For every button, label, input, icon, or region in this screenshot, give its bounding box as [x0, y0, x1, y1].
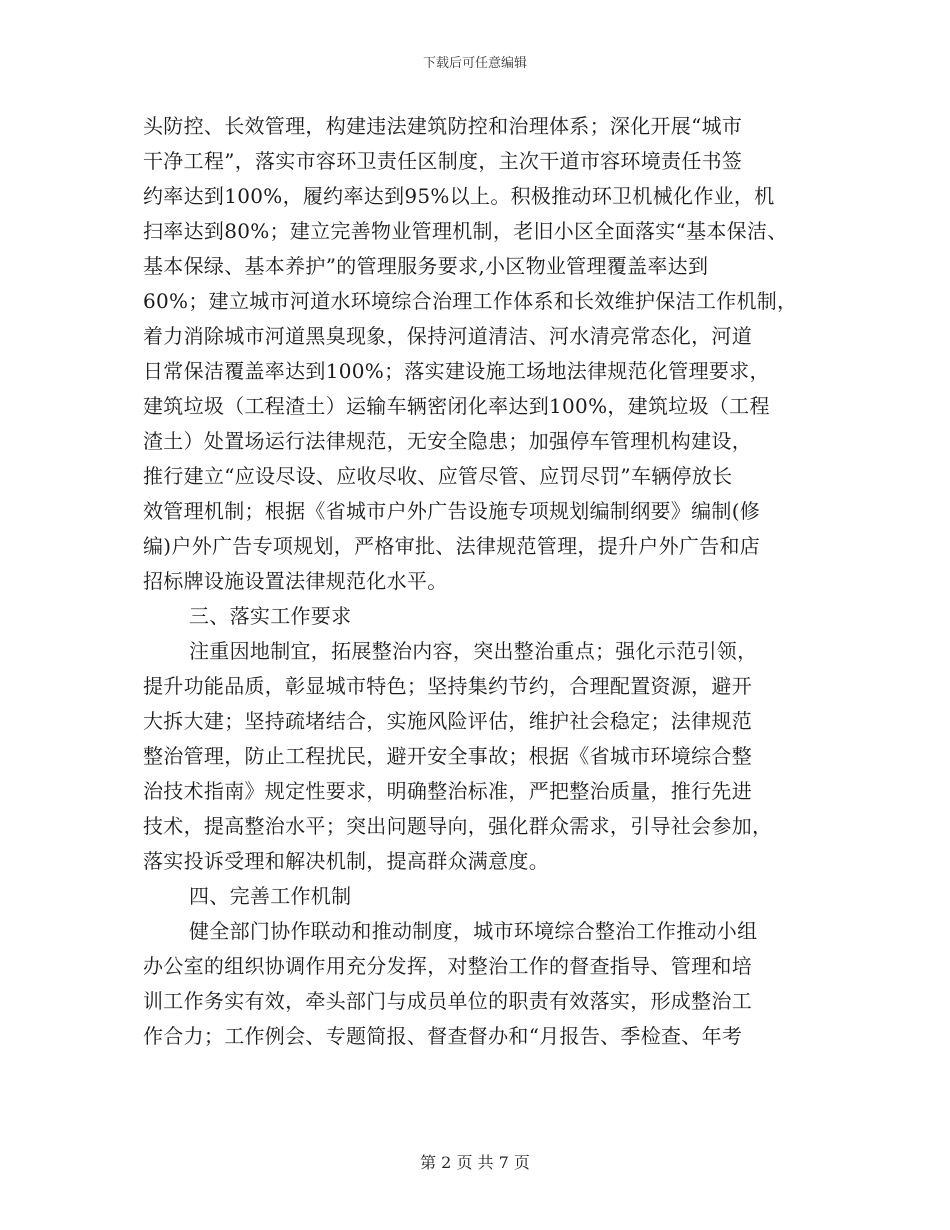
text-line: 渣土）处置场运行法律规范，无安全隐患；加强停车管理机构建设，: [143, 429, 752, 453]
text-line: 整治管理，防止工程扰民，避开安全事故；根据《省城市环境综合整: [143, 744, 752, 768]
text-line: 扫率达到80%；建立完善物业管理机制，老旧小区全面落实“基本保洁、: [143, 219, 788, 243]
text-line: 提升功能品质，彰显城市特色；坚持集约节约，合理配置资源，避开: [143, 674, 752, 698]
text-line: 注重因地制宜，拓展整治内容，突出整治重点；强化示范引领，: [189, 639, 758, 663]
text-line: 落实投诉受理和解决机制，提高群众满意度。: [143, 849, 549, 873]
text-line: 大拆大建；坚持疏堵结合，实施风险评估，维护社会稳定；法律规范: [143, 709, 752, 733]
text-line: 编)户外广告专项规划，严格审批、法律规范管理，提升户外广告和店: [143, 534, 761, 558]
text-line: 约率达到100%，履约率达到95%以上。积极推动环卫机械化作业，机: [143, 184, 775, 208]
text-line: 健全部门协作联动和推动制度，城市环境综合整治工作推动小组: [189, 919, 758, 943]
text-line: 办公室的组织协调作用充分发挥，对整治工作的督查指导、管理和培: [143, 954, 752, 978]
text-line: 推行建立“应设尽设、应收尽收、应管尽管、应罚尽罚”车辆停放长: [143, 464, 733, 488]
text-line: 60%；建立城市河道水环境综合治理工作体系和长效维护保洁工作机制，: [143, 289, 798, 313]
text-line: 技术，提高整治水平；突出问题导向，强化群众需求，引导社会参加，: [143, 814, 773, 838]
page-header: 下载后可任意编辑: [422, 56, 527, 71]
text-line: 效管理机制；根据《省城市户外广告设施专项规划编制纲要》编制(修: [143, 499, 761, 523]
text-line: 基本保绿、基本养护”的管理服务要求,小区物业管理覆盖率达到: [143, 254, 709, 278]
text-line: 头防控、长效管理，构建违法建筑防控和治理体系；深化开展“城市: [143, 114, 743, 138]
section-heading: 四、完善工作机制: [189, 884, 352, 908]
text-line: 训工作务实有效，牵头部门与成员单位的职责有效落实，形成整治工: [143, 989, 752, 1013]
text-line: 着力消除城市河道黑臭现象，保持河道清洁、河水清亮常态化，河道: [143, 324, 752, 348]
text-line: 日常保洁覆盖率达到100%；落实建设施工场地法律规范化管理要求，: [143, 359, 770, 383]
text-line: 作合力；工作例会、专题简报、督查督办和“月报告、季检查、年考: [143, 1024, 743, 1048]
text-line: 招标牌设施设置法律规范化水平。: [143, 569, 448, 593]
text-line: 治技术指南》规定性要求，明确整治标准，严把整治质量，推行先进: [143, 779, 752, 803]
text-line: 干净工程”，落实市容环卫责任区制度，主次干道市容环境责任书签: [143, 149, 743, 173]
text-line: 建筑垃圾（工程渣土）运输车辆密闭化率达到100%，建筑垃圾（工程: [143, 394, 770, 418]
page-number-footer: 第 2 页 共 7 页: [420, 1153, 530, 1172]
section-heading: 三、落实工作要求: [189, 604, 352, 628]
